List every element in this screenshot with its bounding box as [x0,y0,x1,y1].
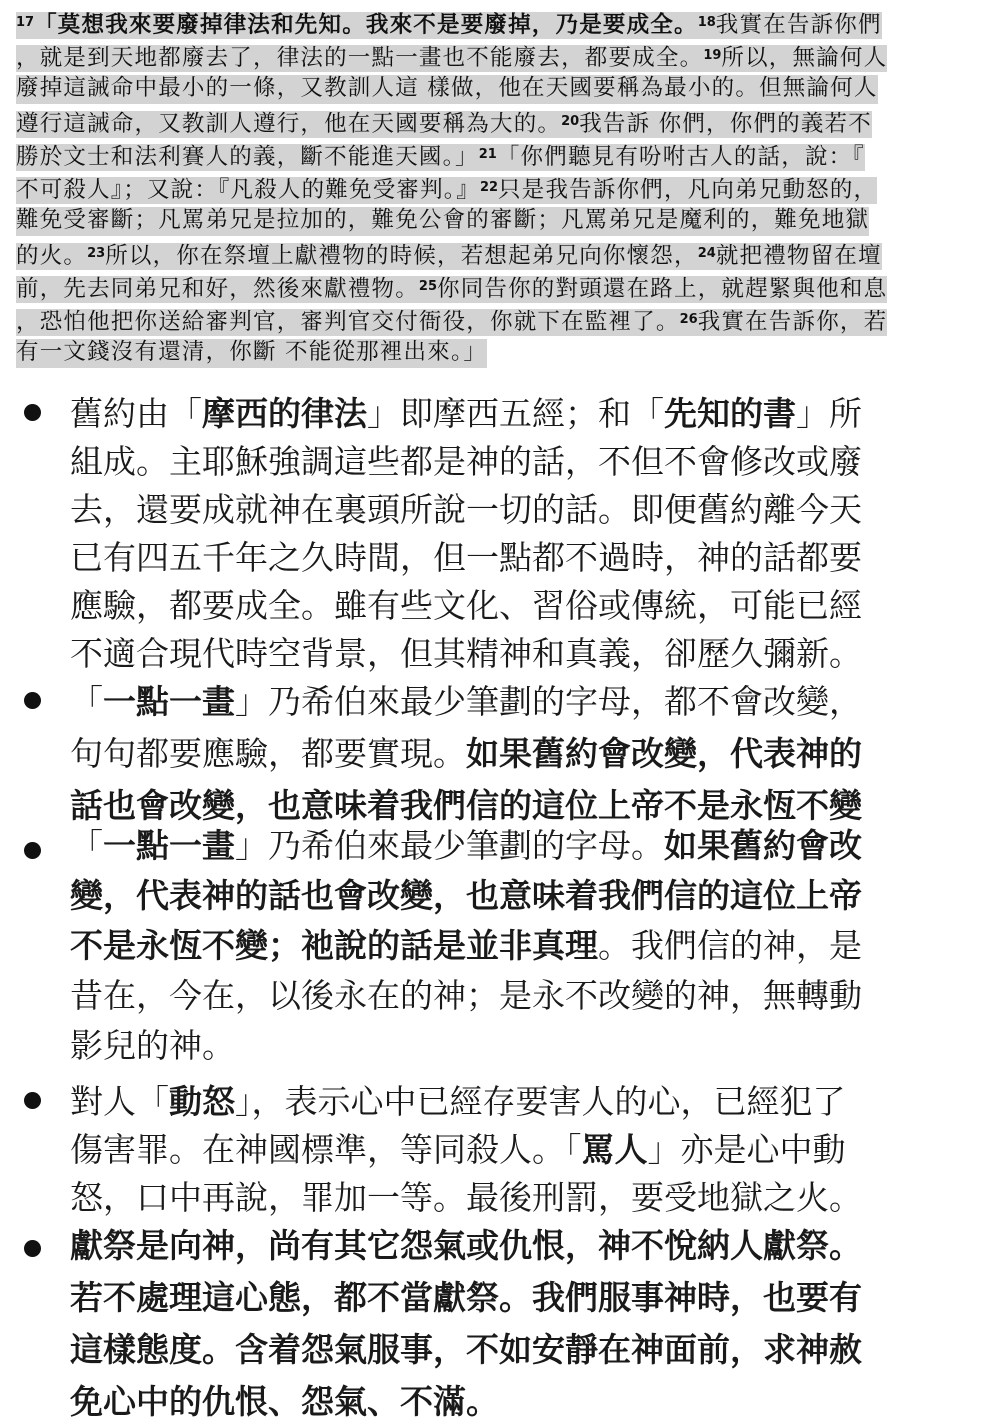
bullet-line [70,1022,970,1070]
scripture-text: 前，先去同弟兄和好，然後來獻禮物。 [16,276,419,302]
emphasis-text: 不是永恆不變；祂說的話是並非真理 [70,926,598,965]
scripture-text: 勝於文士和法利賽人的義，斷不能進天國。」 [16,144,479,170]
verse-number: 19 [703,48,722,63]
bullet-text: 已有四五千年之久時間，但一點都不過時，神的話都要 [70,538,862,577]
bullet-text: 」乃希伯來最少筆劃的字母。 [235,826,664,865]
highlighted-text [16,111,872,138]
emphasis-text: 變，代表神的話也會改變，也意味着我們信的這位上帝 [70,876,862,915]
highlighted-text [16,339,487,368]
bullet-text: 」亦是心中動 [647,1130,846,1169]
verse-number: 18 [697,15,716,30]
bullet-line [70,582,970,630]
bullet-line [70,630,970,678]
scripture-line [16,72,978,105]
bullet-line [70,730,970,778]
bullet-line [70,872,970,920]
scripture-text: ，恐怕他把你送給審判官，審判官交付衙役，你就下在監裡了。 [16,309,680,335]
bullet-text: 舊約由「 [70,394,202,433]
scripture-line [16,237,978,270]
verse-number: 21 [478,147,497,162]
bullet-text: 傷害罪。在神國標準，等同殺人。「 [70,1130,582,1169]
bullet-line [70,922,970,970]
bullet-text: 」所 [796,394,862,433]
bullet-dot-icon [24,404,41,421]
bullet-text: 「 [70,682,103,721]
bullet-line [70,438,970,486]
scripture-text: 只是我告訴你們，凡向弟兄動怒的， [498,177,878,203]
bullet-line [70,678,970,726]
bullet-dot-icon [24,692,41,709]
verse-number: 25 [418,279,437,294]
highlighted-text [16,45,887,72]
emphasis-text: 如果舊約會改變，代表神的 [466,734,862,773]
emphasis-text: 一點一畫 [103,826,235,865]
scripture-line [16,303,978,336]
scripture-line [16,336,978,369]
scripture-line [16,105,978,138]
bullet-text: 」，表示心中已經存要害人的心，已經犯了 [235,1082,846,1121]
bullet-line [70,1222,970,1270]
bullet-text: 昔在，今在，以後永在的神；是永不改變的神，無轉動 [70,976,862,1015]
highlighted-text [16,12,882,39]
bullet-dot-icon [24,842,41,859]
bullet-text: 「 [70,826,103,865]
scripture-text: 我實在告訴你們 [715,12,882,38]
scripture-line [16,39,978,72]
bullet-text: 怒，口中再說，罪加一等。最後刑罰，要受地獄之火。 [70,1178,862,1217]
verse-number: 26 [679,312,698,327]
emphasis-text: 這樣態度。含着怨氣服事，不如安靜在神面前，求神赦 [70,1330,862,1369]
scripture-text: 所以，你在祭壇上獻禮物的時候，若想起弟兄向你懷怨， [105,243,698,269]
emphasis-text: 摩西的律法 [202,394,367,433]
bullet-line [70,1126,970,1174]
bullet-text: 句句都要應驗，都要實現。 [70,734,466,773]
highlighted-text [16,243,882,270]
bullet-text: 應驗，都要成全。雖有些文化、習俗或傳統，可能已經 [70,586,862,625]
bullet-dot-icon [24,1240,41,1257]
scripture-line [16,171,978,204]
highlighted-text [16,276,887,303]
scripture-line [16,204,978,237]
verse-number: 22 [479,180,499,195]
bullet-line [70,1078,970,1126]
scripture-text: 遵行這誡命，又教訓人遵行，他在天國要稱為大的。 [16,111,562,137]
verse-number: 17 [16,15,35,30]
highlighted-text [16,75,878,104]
bullet-text: 。我們信的神，是 [598,926,862,965]
scripture-passage [16,6,978,369]
bullet-line [70,1378,970,1426]
bullet-text: 」乃希伯來最少筆劃的字母，都不會改變， [235,682,862,721]
scripture-line [16,270,978,303]
scripture-text: 你同告你的對頭還在路上，就趕緊與他和息 [437,276,888,302]
scripture-text: 有一文錢沒有還清，你斷 不能從那裡出來。」 [16,339,488,365]
highlighted-text [16,177,877,204]
scripture-text: 「莫想我來要廢掉律法和先知。我來不是要廢掉，乃是要成全。 [34,12,698,38]
scripture-text: 我實在告訴你，若 [697,309,888,335]
bullet-text: 影兒的神。 [70,1026,235,1065]
bullet-text: 不適合現代時空背景，但其精神和真義，卻歷久彌新。 [70,634,862,673]
scripture-text: 所以，無論何人 [721,45,888,71]
emphasis-text: 免心中的仇恨、怨氣、不滿。 [70,1382,499,1421]
scripture-line [16,6,978,39]
bullet-line [70,390,970,438]
emphasis-text: 罵人 [581,1130,648,1169]
scripture-text: 我告訴 你們，你們的義若不 [579,111,872,137]
scripture-text: 不可殺人』；又說：『凡殺人的難免受審判。』 [16,177,480,203]
scripture-line [16,138,978,171]
scripture-text: ，就是到天地都廢去了，律法的一點一畫也不能廢去，都要成全。 [16,45,704,71]
bullet-line [70,822,970,870]
bullet-line [70,1174,970,1222]
scripture-text: 廢掉這誡命中最小的一條，又教訓人這 樣做，他在天國要稱為最小的。但無論何人 [16,75,878,101]
emphasis-text: 獻祭是向神，尚有其它怨氣或仇恨，神不悅納人獻祭。 [70,1226,862,1265]
verse-number: 24 [697,246,716,261]
scripture-text: 「你們聽見有吩咐古人的話，說：『 [496,144,865,170]
scripture-text: 難免受審斷；凡罵弟兄是拉加的，難免公會的審斷；凡罵弟兄是魔利的，難免地獄 [16,207,870,233]
bullet-line [70,486,970,534]
emphasis-text: 若不處理這心態，都不當獻祭。我們服事神時，也要有 [70,1278,862,1317]
emphasis-text: 先知的書 [664,394,796,433]
emphasis-text: 話也會改變，也意味着我們信的這位上帝不是永恆不變 [70,786,862,825]
scripture-text: 就把禮物留在壇 [715,243,882,269]
bullet-text: 」即摩西五經；和「 [367,394,664,433]
bullet-line [70,972,970,1020]
bullet-text: 組成。主耶穌強調這些都是神的話，不但不會修改或廢 [70,442,862,481]
highlighted-text [16,309,887,336]
bullet-line [70,534,970,582]
bullet-line [70,1274,970,1322]
bullet-text: 去，還要成就神在裏頭所說一切的話。即便舊約離今天 [70,490,862,529]
bullet-dot-icon [24,1092,41,1109]
scripture-text: 的火。 [16,243,88,269]
bullet-text: 對人「 [70,1082,169,1121]
highlighted-text [16,144,865,171]
bullet-line [70,1326,970,1374]
emphasis-text: 動怒 [169,1082,235,1121]
highlighted-text [16,207,869,236]
emphasis-text: 一點一畫 [103,682,235,721]
verse-number: 20 [561,114,580,129]
emphasis-text: 如果舊約會改 [664,826,862,865]
verse-number: 23 [87,246,106,261]
